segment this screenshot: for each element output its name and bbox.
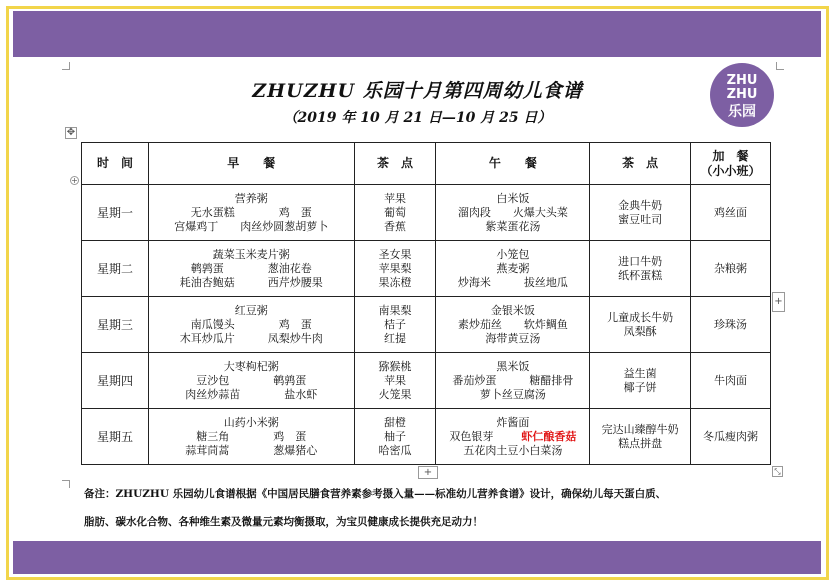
menu-line: 金银米饭	[490, 303, 535, 317]
snack-afternoon-cell	[590, 409, 691, 465]
snack-afternoon-cell	[590, 353, 691, 409]
menu-line: 黑米饭	[496, 359, 530, 373]
menu-line: 木耳炒瓜片 凤梨炒牛肉	[179, 331, 323, 345]
snack-afternoon-cell	[590, 241, 691, 297]
menu-line: 燕麦粥	[496, 261, 530, 275]
note-line-1: 备注：ZHUZHU 乐园幼儿食谱根据《中国居民膳食营养素参考摄入量——标准幼儿营养食谱》设计，确保幼儿每天蛋白质、	[84, 488, 667, 500]
menu-item: 双色银芽	[449, 429, 494, 443]
menu-line: 白米饭	[496, 191, 530, 205]
menu-line: 蜜豆吐司	[618, 212, 663, 226]
menu-line: 葡萄	[384, 205, 407, 219]
row-add-handle[interactable]: +	[418, 466, 438, 479]
menu-line: 柚子	[384, 429, 407, 443]
extra-meal-cell: 鸡丝面	[691, 185, 771, 241]
menu-line: 红豆粥	[234, 303, 268, 317]
lunch-cell	[436, 297, 590, 353]
table-row	[82, 353, 771, 409]
menu-line: 甜橙	[384, 415, 407, 429]
row-insert-handle[interactable]: +	[71, 176, 78, 185]
menu-line: 椰子饼	[623, 380, 657, 394]
extra-meal-cell: 杂粮粥	[691, 241, 771, 297]
menu-line: 糕点拼盘	[618, 436, 663, 450]
header-row	[82, 143, 771, 185]
table-row	[82, 241, 771, 297]
menu-line: 海带黄豆汤	[485, 331, 541, 345]
logo-line-2: ZHU	[726, 87, 758, 102]
table-row	[82, 409, 771, 465]
snack-morning-cell	[354, 297, 436, 353]
header-snack-morning: 茶 点	[354, 143, 436, 185]
menu-line: 炒海米 拔丝地瓜	[457, 275, 568, 289]
menu-line-pair	[436, 430, 589, 444]
menu-line: 五花肉土豆小白菜汤	[463, 443, 563, 457]
extra-meal-cell: 冬瓜瘦肉粥	[691, 409, 771, 465]
lunch-cell	[436, 353, 590, 409]
day-cell: 星期二	[82, 241, 149, 297]
menu-line: 苹果	[384, 373, 407, 387]
menu-line: 进口牛奶	[618, 254, 663, 268]
snack-afternoon-cell	[590, 185, 691, 241]
menu-line: 鹌鹑蛋 葱油花卷	[190, 261, 312, 275]
table-row	[82, 297, 771, 353]
menu-line: 溜肉段 火爆大头菜	[457, 205, 568, 219]
menu-line: 香蕉	[384, 219, 407, 233]
snack-morning-cell	[354, 353, 436, 409]
menu-line: 苹果梨	[378, 261, 412, 275]
menu-line: 金典牛奶	[618, 198, 663, 212]
menu-line: 肉丝炒蒜苗 盐水虾	[185, 387, 318, 401]
menu-line: 番茄炒蛋 糖醋排骨	[452, 373, 574, 387]
menu-line: 益生菌	[623, 366, 657, 380]
menu-line: 大枣枸杞粥	[223, 359, 279, 373]
menu-line: 豆沙包 鹌鹑蛋	[196, 373, 307, 387]
menu-line: 炸酱面	[496, 415, 530, 429]
day-cell: 星期三	[82, 297, 149, 353]
menu-line: 小笼包	[496, 247, 530, 261]
menu-line: 儿童成长牛奶	[607, 310, 674, 324]
lunch-cell	[436, 185, 590, 241]
snack-morning-cell	[354, 185, 436, 241]
snack-afternoon-cell	[590, 297, 691, 353]
table-move-handle[interactable]: ✥	[66, 127, 76, 138]
header-breakfast: 早 餐	[148, 143, 354, 185]
menu-line: 蔬菜玉米麦片粥	[212, 247, 290, 261]
footer-bar	[13, 541, 821, 574]
breakfast-cell	[148, 297, 354, 353]
extra-meal-cell: 珍珠汤	[691, 297, 771, 353]
header-bar	[13, 11, 821, 57]
menu-line: 火笼果	[378, 387, 412, 401]
brand-logo	[710, 63, 774, 127]
menu-line: 凤梨酥	[623, 324, 657, 338]
menu-line: 桔子	[384, 317, 407, 331]
header-extra-meal	[691, 143, 771, 185]
header-time: 时 间	[82, 143, 149, 185]
margin-mark-top-left	[62, 62, 70, 70]
header-lunch: 午 餐	[436, 143, 590, 185]
menu-line: 萝卜丝豆腐汤	[479, 387, 546, 401]
menu-line: 山药小米粥	[223, 415, 279, 429]
highlighted-menu-item: 虾仁酿香菇	[521, 429, 577, 443]
snack-morning-cell	[354, 241, 436, 297]
menu-line: 糖三角 鸡 蛋	[196, 429, 307, 443]
menu-line: 哈密瓜	[378, 443, 412, 457]
lunch-cell	[436, 409, 590, 465]
logo-line-3: 乐园	[728, 104, 756, 120]
breakfast-cell	[148, 241, 354, 297]
menu-line: 完达山臻醇牛奶	[601, 422, 679, 436]
breakfast-cell	[148, 185, 354, 241]
menu-line: 圣女果	[378, 247, 412, 261]
column-add-handle[interactable]: +	[772, 292, 785, 312]
day-cell: 星期五	[82, 409, 149, 465]
breakfast-cell	[148, 409, 354, 465]
menu-line: 南瓜馒头 鸡 蛋	[190, 317, 312, 331]
note-line-2: 脂肪、碳水化合物、各种维生素及微量元素均衡摄取，为宝贝健康成长提供充足动力！	[84, 516, 483, 528]
day-cell: 星期一	[82, 185, 149, 241]
menu-line: 南果梨	[378, 303, 412, 317]
margin-mark-bottom-left	[62, 480, 70, 488]
header-extra-title: 加 餐	[712, 148, 749, 163]
menu-line: 无水蛋糕 鸡 蛋	[190, 205, 312, 219]
logo-line-1: ZHU	[726, 73, 758, 88]
header-extra-subtitle: （小小班）	[700, 163, 761, 178]
page-title: ZHUZHU 乐园十月第四周幼儿食谱	[252, 80, 583, 102]
margin-mark-top-right	[776, 62, 784, 70]
menu-line: 蒜茸茼蒿 葱爆猪心	[185, 443, 318, 457]
menu-line: 宫爆鸡丁 肉丝炒圆葱胡萝卜	[174, 219, 329, 233]
menu-line: 耗油杏鲍菇 西芹炒腰果	[179, 275, 323, 289]
menu-line: 素炒茄丝 软炸鲷鱼	[457, 317, 568, 331]
breakfast-cell	[148, 353, 354, 409]
header-snack-afternoon: 茶 点	[590, 143, 691, 185]
day-cell: 星期四	[82, 353, 149, 409]
lunch-cell	[436, 241, 590, 297]
extra-meal-cell: 牛肉面	[691, 353, 771, 409]
menu-line: 紫菜蛋花汤	[485, 219, 541, 233]
page-subtitle: （2019 年 10 月 21 日—10 月 25 日）	[283, 110, 552, 126]
table-resize-handle[interactable]: ⤡	[772, 466, 783, 477]
menu-line: 红提	[384, 331, 407, 345]
menu-line: 营养粥	[234, 191, 268, 205]
table-row	[82, 185, 771, 241]
menu-line: 猕猴桃	[378, 359, 412, 373]
snack-morning-cell	[354, 409, 436, 465]
menu-line: 苹果	[384, 191, 407, 205]
menu-line: 纸杯蛋糕	[618, 268, 663, 282]
menu-line: 果冻橙	[378, 275, 412, 289]
menu-table	[81, 142, 771, 465]
